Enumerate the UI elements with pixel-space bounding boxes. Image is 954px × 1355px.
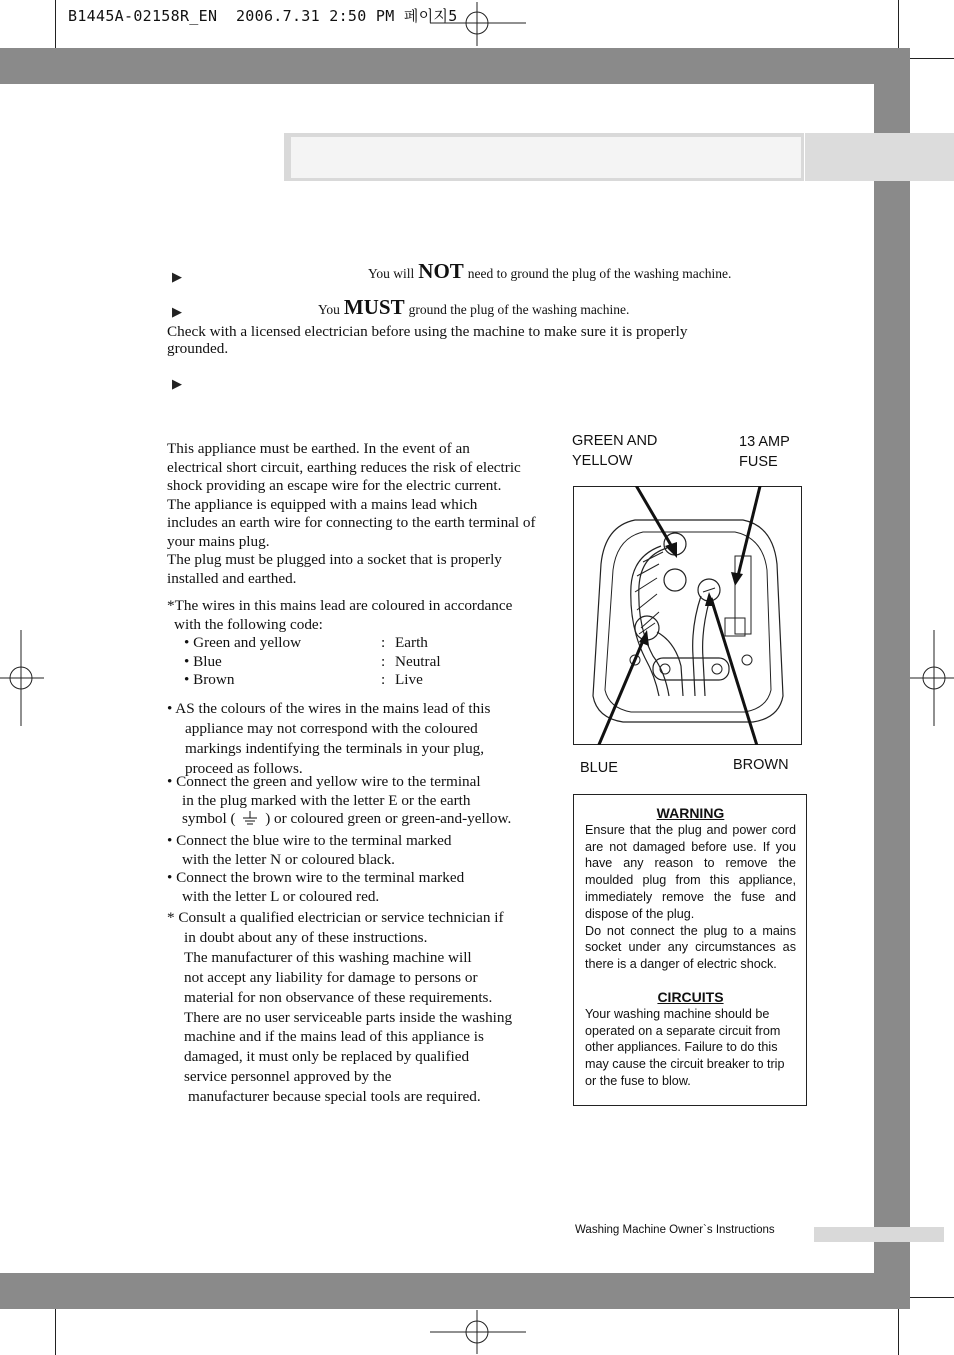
text-span: ) or coloured green or green-and-yellow. xyxy=(265,810,512,827)
electrician-check-text xyxy=(167,323,767,358)
circuits-text: Your washing machine should be operated on a separate circuit from other appliances. Failure to do this may cause the circuit breaker to trip or the fuse to blow. xyxy=(585,1006,785,1088)
wire-code-row xyxy=(184,634,484,653)
text-line: not accept any liability for damage to persons or xyxy=(184,968,478,986)
text-line: material for non observance of these requirements. xyxy=(184,988,493,1006)
label-13-amp-fuse xyxy=(739,432,790,472)
text-span: You xyxy=(318,302,340,317)
ground-not-line xyxy=(368,259,731,284)
label-brown: BROWN xyxy=(733,757,789,773)
text-line: The plug must be plugged into a socket that is properly xyxy=(167,551,502,568)
crop-mark xyxy=(898,0,899,48)
crop-mark xyxy=(55,1309,56,1355)
arrow-icon: ▶ xyxy=(172,376,182,391)
text-line: shock providing an escape wire for the electric current. xyxy=(167,477,502,494)
emphasis-not: NOT xyxy=(418,259,464,283)
text-line: with the letter N or coloured black. xyxy=(182,850,395,868)
text-line: machine and if the mains lead of this appliance is xyxy=(184,1028,484,1046)
text-line: The appliance is equipped with a mains lead which xyxy=(167,495,478,513)
text-line: The manufacturer of this washing machine will xyxy=(184,948,472,966)
earthing-paragraph xyxy=(167,440,577,588)
wire-name: • Brown xyxy=(184,671,235,688)
separator: : xyxy=(381,634,386,651)
emphasis-must: MUST xyxy=(343,295,405,319)
section-header-inner xyxy=(291,137,801,178)
bullet-green-yellow xyxy=(167,773,567,829)
ground-must-line xyxy=(318,295,629,320)
text-line: manufacturer because special tools are required. xyxy=(188,1088,481,1106)
frame-right xyxy=(874,48,910,1309)
text-line: • Connect the blue wire to the terminal marked xyxy=(167,832,452,849)
wire-code-row xyxy=(184,653,484,672)
separator: : xyxy=(381,671,386,688)
text-line: with the following code: xyxy=(174,615,323,633)
wire-meaning: Live xyxy=(395,671,423,688)
crop-mark xyxy=(910,1297,954,1298)
wire-meaning: Neutral xyxy=(395,652,441,670)
registration-mark-right xyxy=(910,630,954,726)
frame-top xyxy=(0,48,910,84)
text-line: includes an earth wire for connecting to the earth terminal of xyxy=(167,514,536,531)
text-line: Check with a licensed electrician before using the machine to make sure it is properly xyxy=(167,323,688,340)
wire-meaning: Earth xyxy=(395,634,428,651)
wire-code-intro xyxy=(167,597,567,634)
text-line: appliance may not correspond with the coloured xyxy=(185,720,478,737)
separator: : xyxy=(381,652,386,670)
text-span: need to ground the plug of the washing machine. xyxy=(467,266,732,281)
label-green-yellow xyxy=(572,431,657,471)
wire-code-table xyxy=(184,634,484,690)
text-line: There are no user serviceable parts inside the washing xyxy=(184,1008,513,1026)
text-line: installed and earthed. xyxy=(167,569,297,587)
text-line: with the letter L or coloured red. xyxy=(182,887,380,905)
text-line: service personnel approved by the xyxy=(184,1068,392,1086)
registration-mark-bottom xyxy=(430,1310,526,1354)
text-line: in the plug marked with the letter E or the earth xyxy=(182,791,471,809)
text-line: • Connect the brown wire to the terminal marked xyxy=(167,869,465,886)
text-line: proceed as follows. xyxy=(185,760,303,777)
footer-text: Washing Machine Owner`s Instructions xyxy=(575,1224,775,1236)
section-header-tab xyxy=(805,133,954,181)
text-span: ground the plug of the washing machine. xyxy=(408,302,630,317)
text-line: * Consult a qualified electrician or service technician if xyxy=(167,909,504,926)
warning-box xyxy=(573,794,807,1106)
text-line: • Connect the green and yellow wire to the terminal xyxy=(167,773,481,790)
text-line: markings indentifying the terminals in your plug, xyxy=(185,740,485,757)
text-span: You will xyxy=(368,266,415,281)
text-line xyxy=(167,810,567,829)
footer-tab xyxy=(814,1227,944,1242)
bullet-blue xyxy=(167,832,567,869)
wire-name: • Blue xyxy=(184,652,222,670)
electrician-note xyxy=(167,908,567,1107)
earth-symbol-icon xyxy=(239,811,261,825)
text-line: YELLOW xyxy=(572,453,633,469)
bullet-colour-mismatch xyxy=(167,699,567,779)
label-blue: BLUE xyxy=(580,760,618,776)
warning-title: WARNING xyxy=(656,805,725,821)
crop-mark xyxy=(55,0,56,48)
arrow-icon: ▶ xyxy=(172,269,182,284)
crop-mark xyxy=(910,58,954,59)
text-line: 13 AMP xyxy=(739,434,790,450)
text-line: GREEN AND xyxy=(572,433,658,449)
bullet-brown xyxy=(167,869,567,906)
text-line: This appliance must be earthed. In the event of an xyxy=(167,440,470,457)
text-line: electrical short circuit, earthing reduces the risk of electric xyxy=(167,458,521,476)
circuits-title: CIRCUITS xyxy=(657,988,724,1005)
text-line: grounded. xyxy=(167,339,229,357)
text-line: *The wires in this mains lead are coloured in accordance xyxy=(167,597,513,614)
text-line: your mains plug. xyxy=(167,532,270,550)
warning-text-2: Do not connect the plug to a mains socket under any circumstances as there is a danger of electric shock. xyxy=(585,923,796,972)
text-span: symbol ( xyxy=(182,810,236,827)
text-line: in doubt about any of these instructions. xyxy=(184,928,428,946)
print-header: B1445A-02158R_EN 2006.7.31 2:50 PM 페이지5 xyxy=(68,7,458,25)
wire-name: • Green and yellow xyxy=(184,634,302,651)
text-line: damaged, it must only be replaced by qualified xyxy=(184,1048,470,1066)
arrow-icon: ▶ xyxy=(172,304,182,319)
text-line: FUSE xyxy=(739,454,778,470)
wire-code-row xyxy=(184,671,484,690)
frame-bottom xyxy=(0,1273,910,1309)
text-line: • AS the colours of the wires in the mains lead of this xyxy=(167,700,491,717)
warning-text: Ensure that the plug and power cord are not damaged before use. If you have any reason to remove the moulded plug from this appliance, immediately remove the fuse and dispose of the plug. xyxy=(585,822,796,921)
plug-wiring-diagram xyxy=(573,486,802,745)
crop-mark xyxy=(898,1309,899,1355)
registration-mark-left xyxy=(0,630,44,726)
